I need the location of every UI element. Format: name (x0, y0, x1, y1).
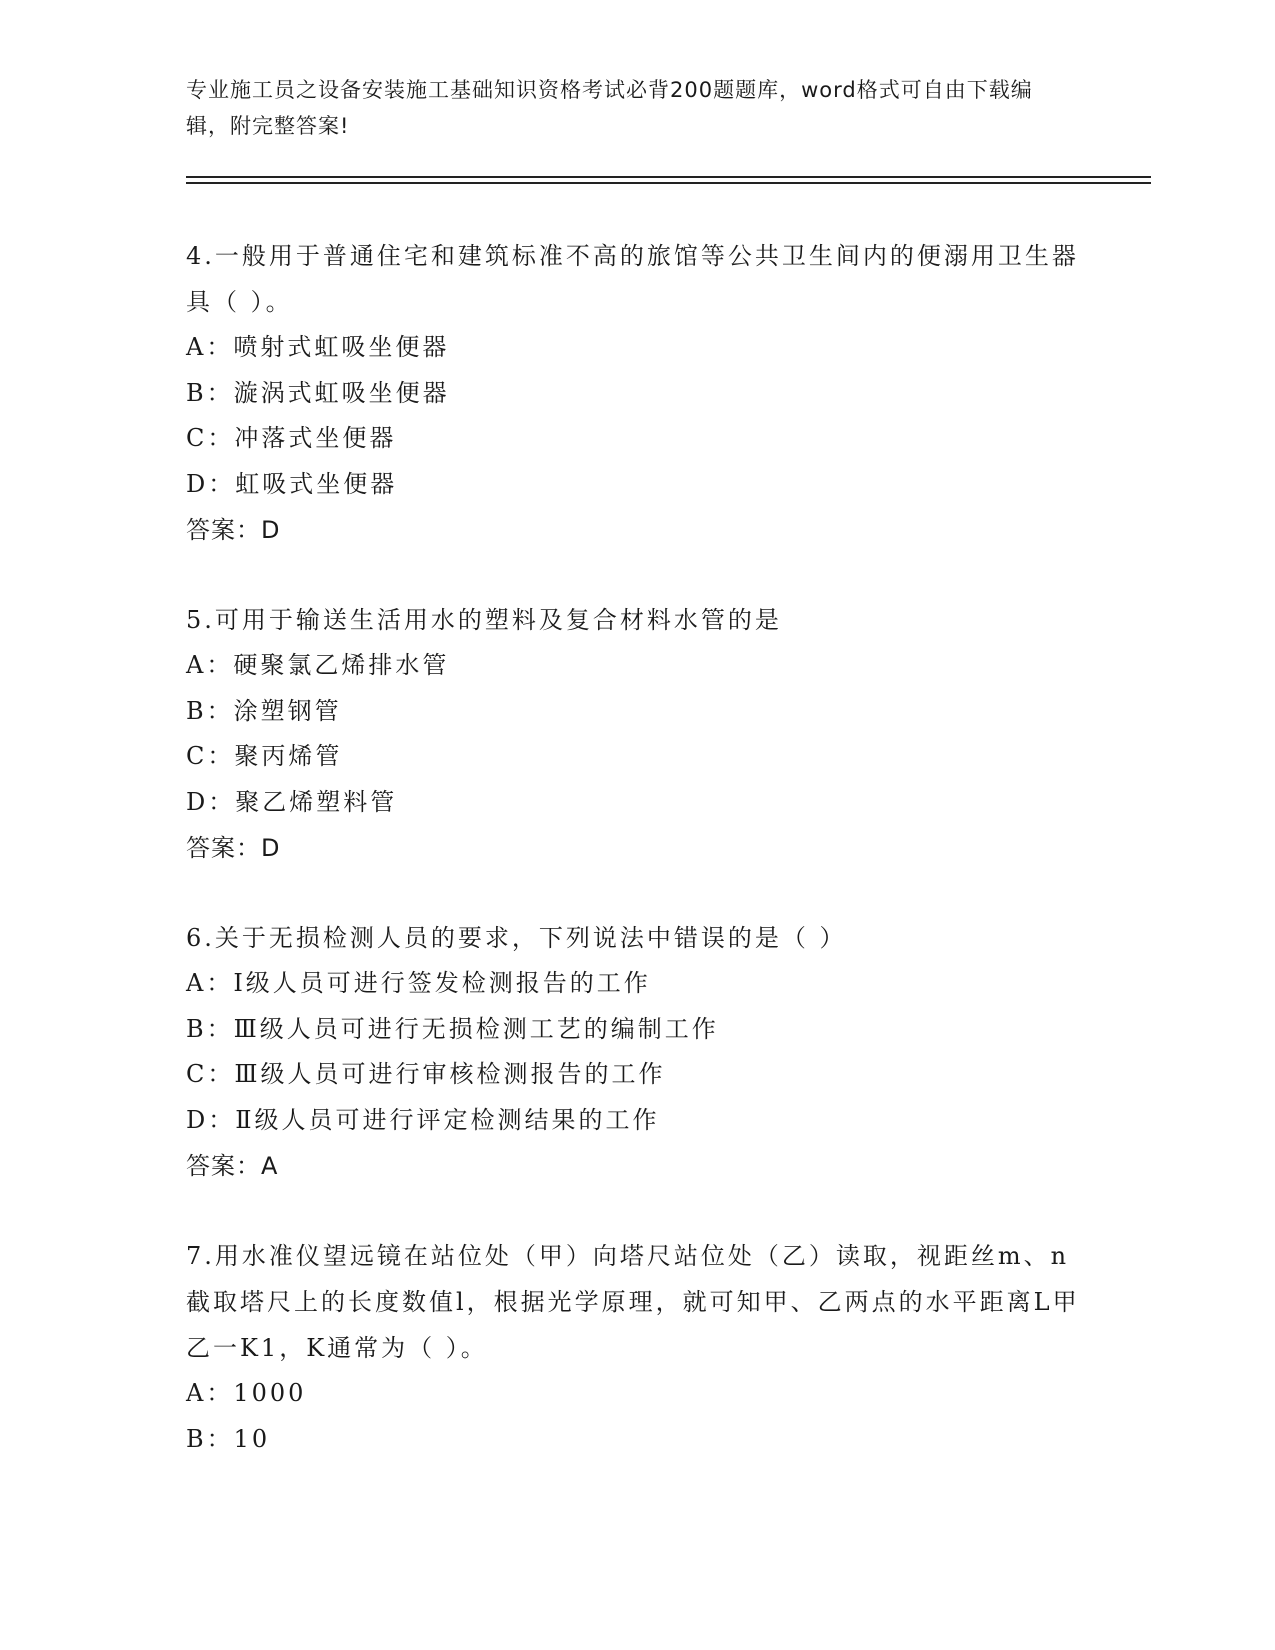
option-a: A：1000 (186, 1379, 307, 1407)
option-b: B：涂塑钢管 (186, 696, 342, 725)
question-4 (186, 233, 1086, 553)
option-a: A：Ⅰ级人员可进行签发检测报告的工作 (186, 969, 651, 997)
option-d: D：虹吸式坐便器 (186, 469, 398, 498)
answer: 答案：D (186, 516, 281, 544)
question-stem: 6.关于无损检测人员的要求，下列说法中错误的是（ ） (186, 924, 847, 952)
option-b: B：漩涡式虹吸坐便器 (186, 378, 450, 407)
option-d: D：聚乙烯塑料管 (186, 787, 398, 816)
option-c: C：冲落式坐便器 (186, 424, 397, 452)
header-divider-bottom (186, 182, 1151, 184)
answer: 答案：D (186, 834, 281, 862)
document-header: 专业施工员之设备安装施工基础知识资格考试必背200题题库，word格式可自由下载编辑，附完整答案! (186, 78, 1033, 138)
option-b: B：10 (186, 1424, 271, 1453)
answer: 答案：A (186, 1152, 279, 1180)
option-a: A：喷射式虹吸坐便器 (186, 333, 450, 361)
question-stem: 5.可用于输送生活用水的塑料及复合材料水管的是 (186, 606, 782, 634)
question-stem: 7.用水准仪望远镜在站位处（甲）向塔尺站位处（乙）读取，视距丝m、n截取塔尺上的长度数值l，根据光学原理，就可知甲、乙两点的水平距离L甲乙一K1，K通常为（ ）。 (186, 1242, 1080, 1362)
question-6 (186, 915, 1086, 1189)
option-a: A：硬聚氯乙烯排水管 (186, 651, 450, 679)
question-5 (186, 597, 1086, 871)
option-c: C：Ⅲ级人员可进行审核检测报告的工作 (186, 1060, 666, 1088)
option-c: C：聚丙烯管 (186, 742, 343, 770)
option-b: B：Ⅲ级人员可进行无损检测工艺的编制工作 (186, 1014, 719, 1043)
option-d: D：Ⅱ级人员可进行评定检测结果的工作 (186, 1105, 660, 1134)
header-divider-top (186, 176, 1151, 178)
question-stem: 4.一般用于普通住宅和建筑标准不高的旅馆等公共卫生间内的便溺用卫生器具（ ）。 (186, 242, 1079, 316)
question-7 (186, 1233, 1086, 1462)
